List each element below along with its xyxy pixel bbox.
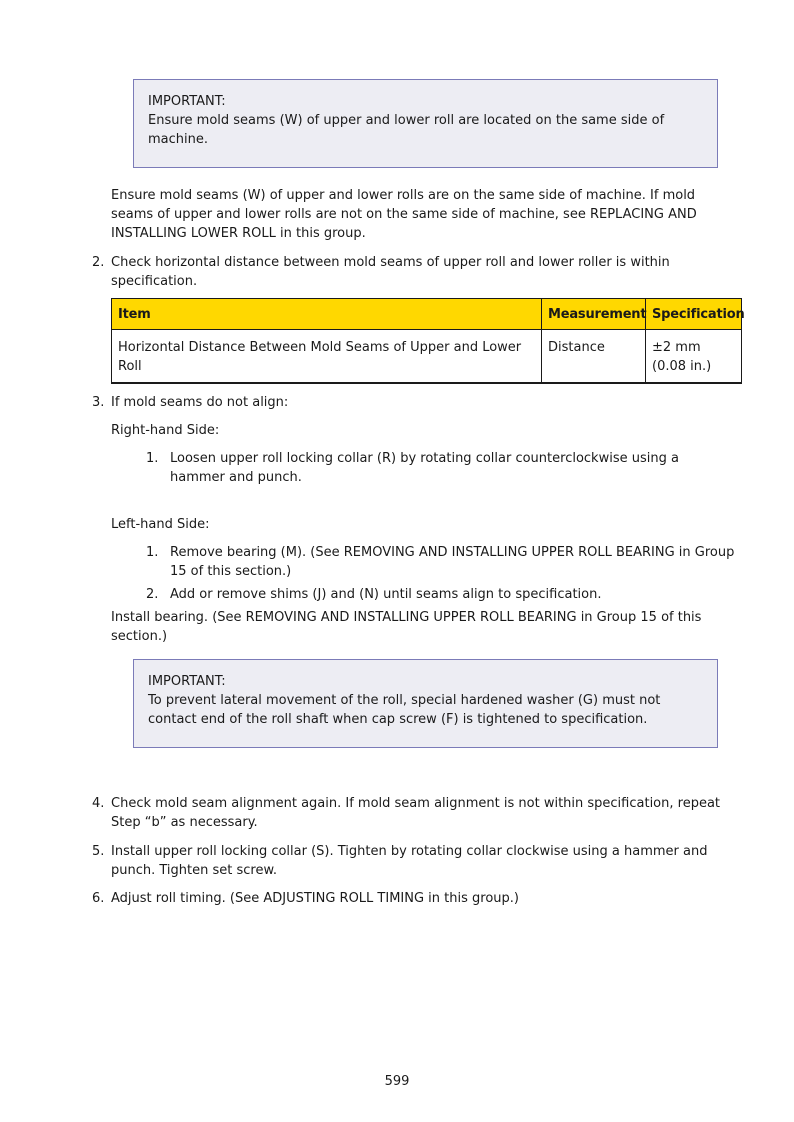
seam-paragraph: Ensure mold seams (W) of upper and lower rolls are on the same side of machine. If mold seams of upper and lower rolls are not on the same side of machine, see REPLACING AND INSTALLING LOWER ROLL in this group. [111, 188, 697, 241]
important-label: IMPORTANT: [148, 674, 226, 689]
important-note-2 [133, 659, 718, 748]
cell-specification: ±2 mm (0.08 in.) [646, 330, 742, 384]
substep-text: Loosen upper roll locking collar (R) by rotating collar counterclockwise using a hammer and punch. [170, 451, 679, 485]
table-row [112, 330, 742, 384]
step-number: 6. [92, 891, 105, 906]
substep-text: Add or remove shims (J) and (N) until seams align to specification. [170, 587, 602, 602]
step-6 [92, 889, 737, 908]
step-text: Check mold seam alignment again. If mold seam alignment is not within specification, repeat Step “b” as necessary. [111, 796, 721, 830]
left-substep-2 [146, 585, 736, 604]
step-number: 2. [92, 255, 105, 270]
spec-table [111, 298, 745, 384]
right-substep-1 [146, 449, 736, 487]
left-hand-label: Left-hand Side: [111, 517, 210, 532]
step-3 [92, 393, 737, 412]
step-text: Adjust roll timing. (See ADJUSTING ROLL TIMING in this group.) [111, 891, 519, 906]
right-hand-label: Right-hand Side: [111, 423, 220, 438]
header-measurement: Measurement [542, 299, 646, 330]
cell-measurement: Distance [542, 330, 646, 384]
substep-number: 1. [146, 545, 159, 560]
step-4 [92, 794, 737, 832]
header-specification: Specification [646, 299, 742, 330]
substep-text: Remove bearing (M). (See REMOVING AND INSTALLING UPPER ROLL BEARING in Group 15 of this section.) [170, 545, 735, 579]
important-text: To prevent lateral movement of the roll, special hardened washer (G) must not contact end of the roll shaft when cap screw (F) is tightened to specification. [148, 693, 661, 727]
step-text: If mold seams do not align: [111, 395, 289, 410]
step-number: 3. [92, 395, 105, 410]
important-text: Ensure mold seams (W) of upper and lower roll are located on the same side of machine. [148, 113, 665, 147]
page-number: 599 [384, 1074, 410, 1089]
step-text: Install upper roll locking collar (S). Tighten by rotating collar clockwise using a hammer and punch. Tighten set screw. [111, 844, 708, 878]
step-5 [92, 842, 737, 880]
step-number: 5. [92, 844, 105, 859]
important-note-1 [133, 79, 718, 168]
header-item: Item [112, 299, 542, 330]
cell-item: Horizontal Distance Between Mold Seams of Upper and Lower Roll [112, 330, 542, 384]
table-header-row [112, 299, 742, 330]
left-substep-1 [146, 543, 736, 581]
substep-number: 2. [146, 587, 159, 602]
install-bearing-text: Install bearing. (See REMOVING AND INSTALLING UPPER ROLL BEARING in Group 15 of this section.) [111, 610, 702, 644]
important-label: IMPORTANT: [148, 94, 226, 109]
substep-number: 1. [146, 451, 159, 466]
step-text: Check horizontal distance between mold seams of upper roll and lower roller is within specification. [111, 255, 670, 289]
step-number: 4. [92, 796, 105, 811]
step-2 [92, 253, 737, 291]
